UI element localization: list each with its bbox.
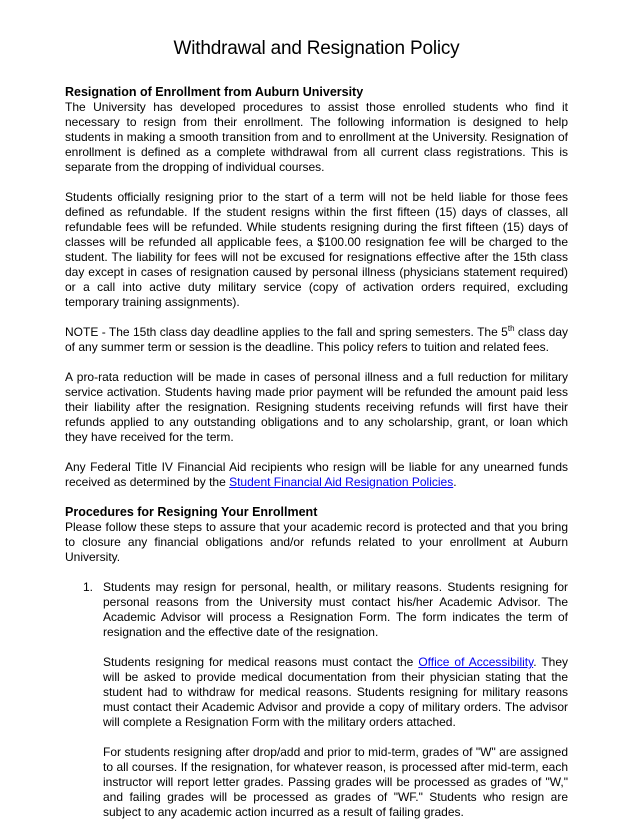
section-resignation: [65, 85, 568, 490]
section-heading-procedures: Procedures for Resigning Your Enrollment: [65, 505, 318, 519]
section-procedures: [65, 505, 568, 820]
note-text-b: class day of any summer term or session is the deadline. This policy refers to tuition and related fees.: [65, 325, 569, 354]
note-superscript: th: [507, 324, 515, 333]
financial-aid-text-end: .: [453, 475, 457, 489]
procedures-list: [65, 580, 568, 820]
financial-aid-policies-link[interactable]: Student Financial Aid Resignation Policies: [229, 475, 454, 489]
paragraph-reasons: Students may resign for personal, health, or military reasons. Students resigning for personal reasons from the University must contact his/her Academic Advisor. The Academic Advisor will process a Resignation Form. The form indicates the term of resignation and the effective date of the resignation.: [103, 580, 568, 639]
medical-text: Students resigning for medical reasons must contact the: [103, 655, 419, 669]
list-number: 1.: [83, 580, 94, 594]
page-title: Withdrawal and Resignation Policy: [173, 38, 460, 59]
paragraph-financial-aid: [65, 460, 568, 490]
section-heading-resignation: Resignation of Enrollment from Auburn University: [65, 85, 364, 99]
medical-text-end: . They will be asked to provide medical documentation from their physician stating that the student had to withdraw for medical reasons. Students resigning for military reasons must contact their Academic Advisor and provide a copy of military orders. The advisor will complete a Resignation Form with the military orders attached.: [103, 655, 568, 729]
note-text-a: NOTE - The 15th class day deadline applies to the fall and spring semesters. The 5: [65, 325, 508, 339]
paragraph-grades: For students resigning after drop/add and prior to mid-term, grades of "W" are assigned to all courses. If the resignation, for whatever reason, is processed after mid-term, each instructor will report letter grades. Passing grades will be processed as grades of "W," and failing grades will be processed as grades of "WF." Students who resign are subject to any academic action incurred as a result of failing grades.: [103, 745, 568, 819]
list-item: [65, 580, 568, 820]
financial-aid-text: Any Federal Title IV Financial Aid recipients who resign will be liable for any unearned funds received as determined by the: [65, 460, 568, 489]
paragraph-fees: Students officially resigning prior to the start of a term will not be held liable for those fees defined as refundable. If the student resigns within the first fifteen (15) days of classes, all refundable fees will be refunded. While students resigning during the first fifteen (15) days of classes will be refunded all applicable fees, a $100.00 resignation fee will be charged to the student. The liability for fees will not be excused for resignations effective after the 15th class day except in cases of resignation caused by personal illness (physicians statement required) or a call into active duty military service (copy of activation orders required, excluding temporary training assignments).: [65, 190, 568, 309]
office-of-accessibility-link[interactable]: Office of Accessibility: [418, 655, 534, 669]
paragraph-procedures-intro: Please follow these steps to assure that your academic record is protected and that you bring to closure any financial obligations and/or refunds related to your enrollment at Auburn University.: [65, 520, 568, 564]
paragraph-medical: [103, 655, 568, 730]
paragraph-intro: The University has developed procedures to assist those enrolled students who find it necessary to resign from their enrollment. The following information is designed to help students in making a smooth transition from and to enrollment at the University. Resignation of enrollment is defined as a complete withdrawal from all current class registrations. This is separate from the dropping of individual courses.: [65, 100, 568, 174]
paragraph-pro-rata: A pro-rata reduction will be made in cases of personal illness and a full reduction for military service activation. Students having made prior payment will be refunded the amount paid less their liability after the resignation. Resigning students receiving refunds will first have their refunds applied to any outstanding obligations and to any scholarship, grant, or loan which they have received for the term.: [65, 370, 568, 444]
paragraph-note: [65, 325, 568, 355]
